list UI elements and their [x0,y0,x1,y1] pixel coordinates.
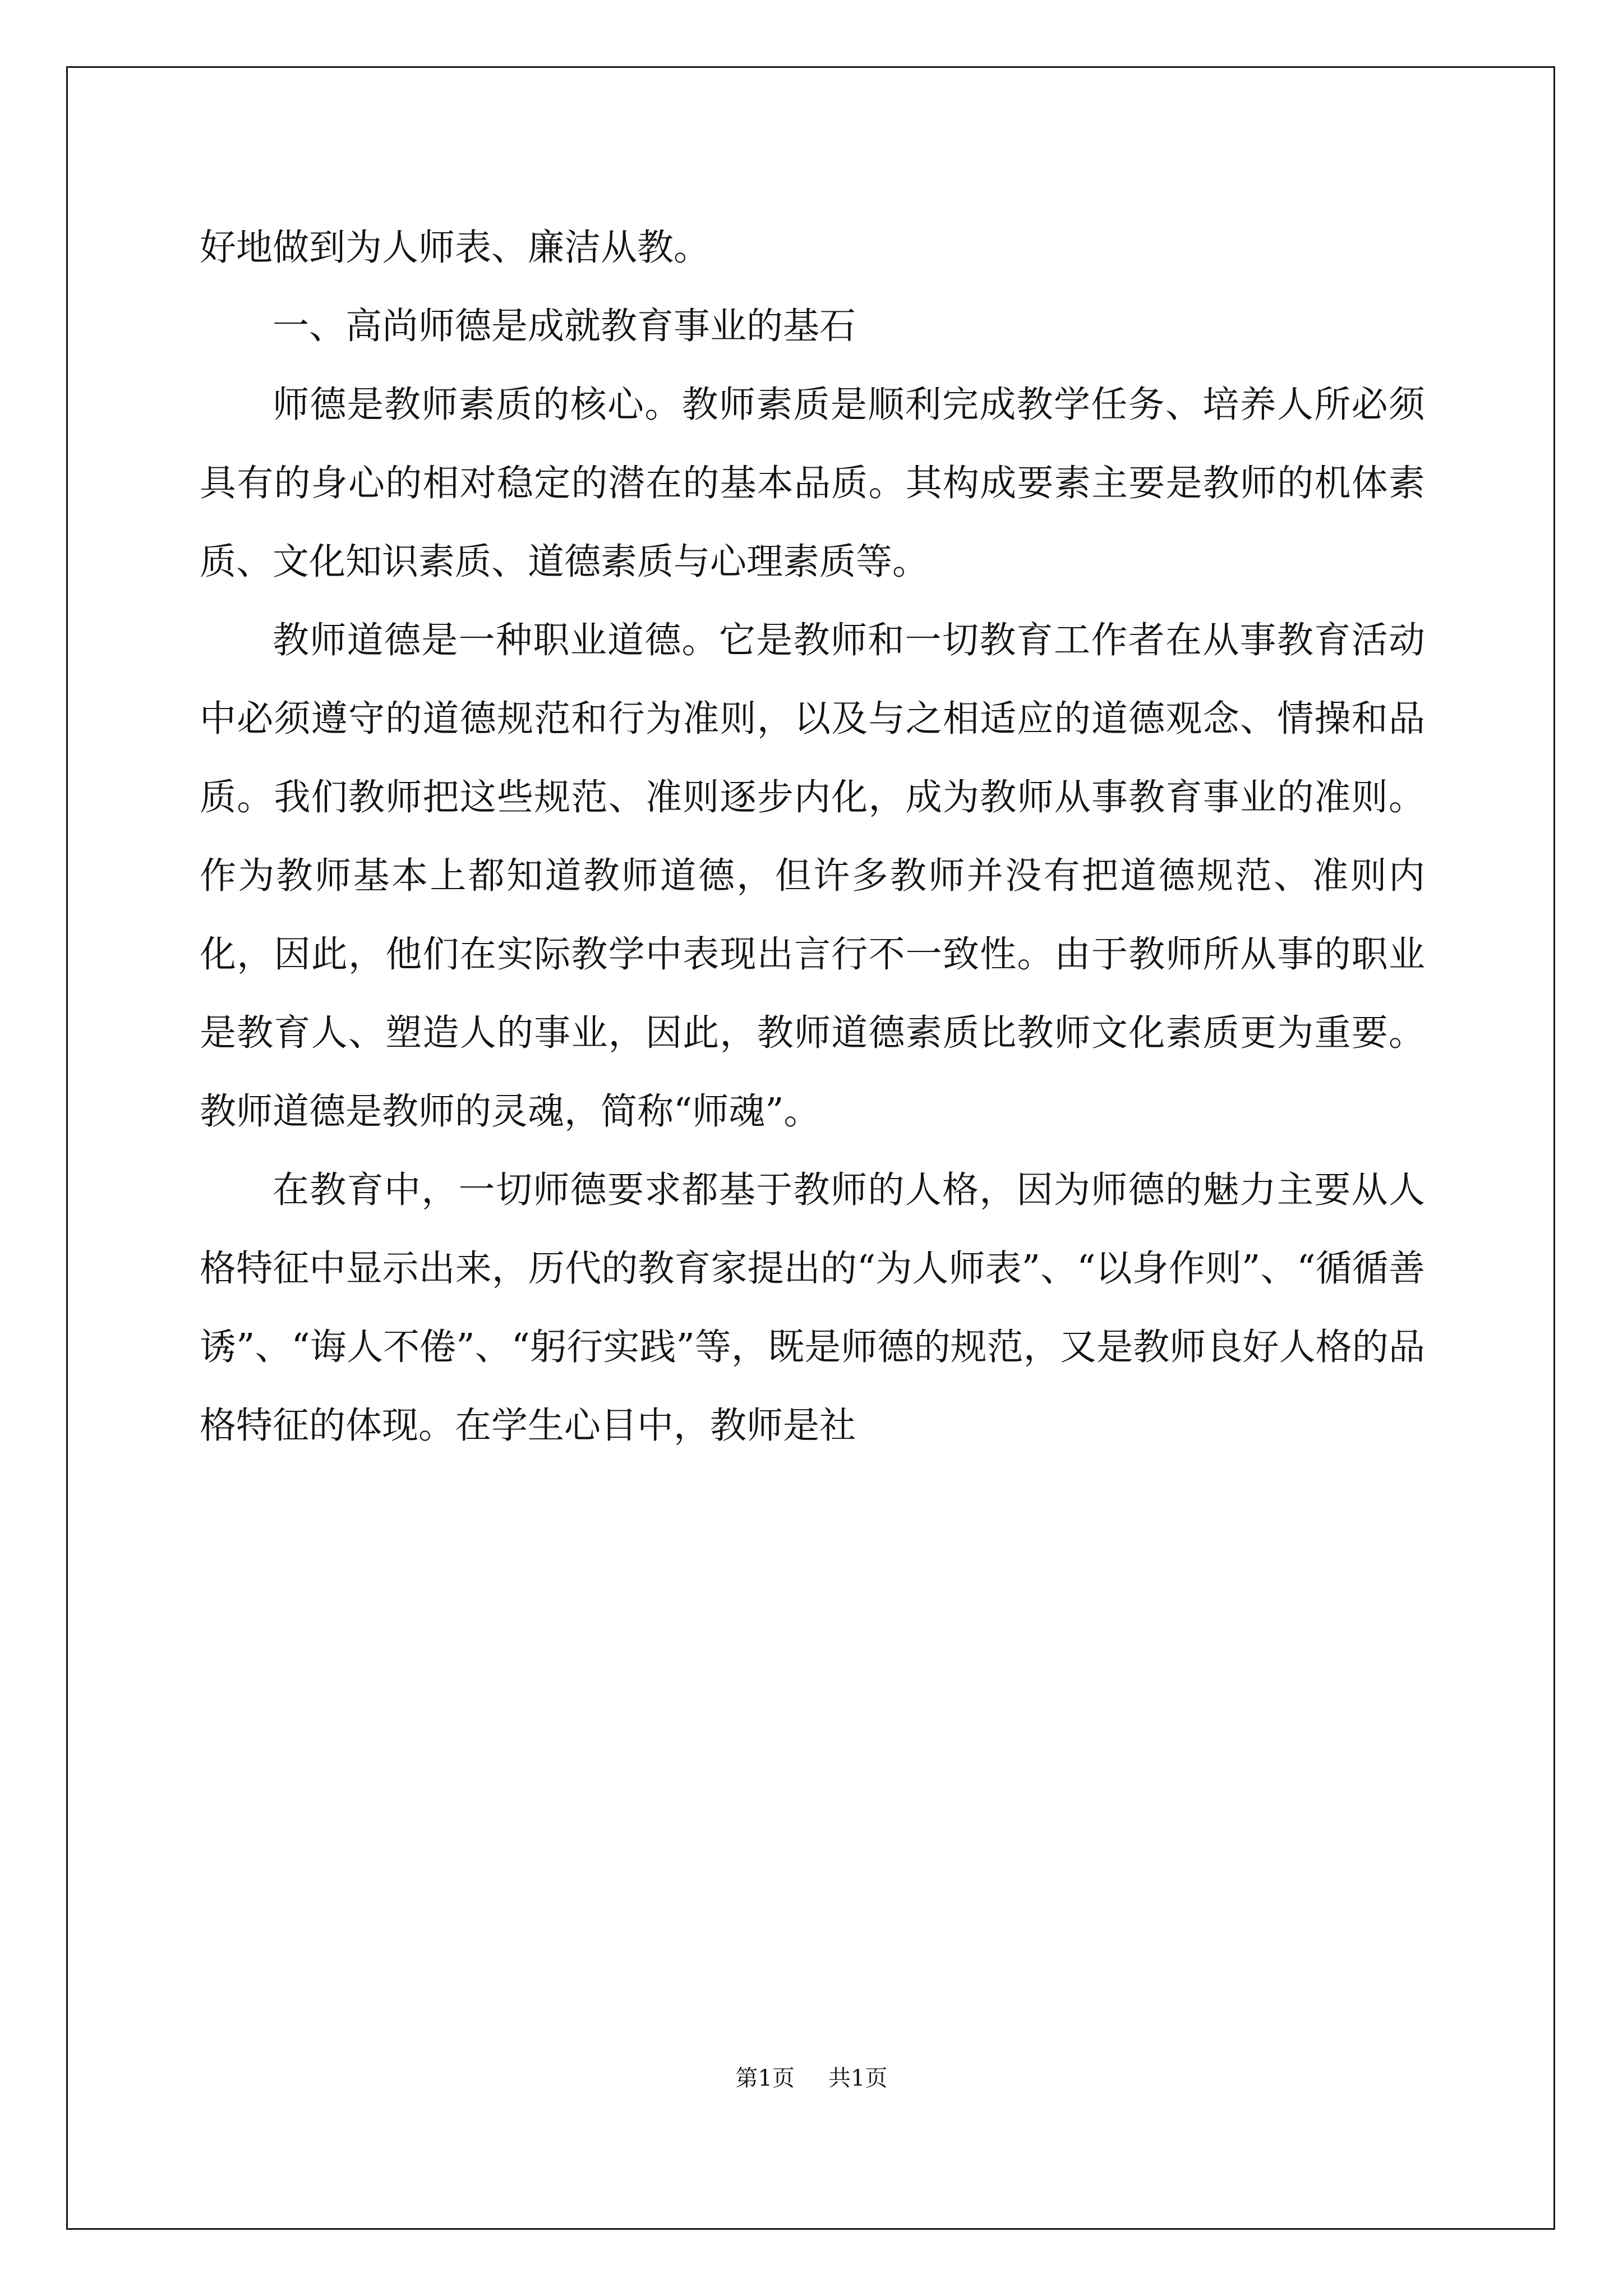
page-footer [0,2062,1623,2095]
page-total: 共1页 [828,2065,888,2091]
paragraph: 在教育中，一切师德要求都基于教师的人格，因为师德的魅力主要从人格特征中显示出来，历代的教育家提出的“为人师表”、“以身作则”、“循循善诱”、“诲人不倦”、“躬行实践”等，既是师德的规范，又是教师良好人格的品格特征的体现。在学生心目中，教师是社 [200,1169,1425,1447]
paragraph: 教师道德是一种职业道德。它是教师和一切教育工作者在从事教育活动中必须遵守的道德规范和行为准则，以及与之相适应的道德观念、情操和品质。我们教师把这些规范、准则逐步内化，成为教师从事教育事业的准则。作为教师基本上都知道教师道德，但许多教师并没有把道德规范、准则内化，因此，他们在实际教学中表现出言行不一致性。由于教师所从事的职业是教育人、塑造人的事业，因此，教师道德素质比教师文化素质更为重要。教师道德是教师的灵魂，简称“师魂”。 [200,619,1425,1133]
section-heading: 一、高尚师德是成就教育事业的基石 [273,305,856,347]
paragraph: 师德是教师素质的核心。教师素质是顺利完成教学任务、培养人所必须具有的身心的相对稳定的潜在的基本品质。其构成要素主要是教师的机体素质、文化知识素质、道德素质与心理素质等。 [200,384,1425,583]
page-number: 第1页 [735,2065,795,2091]
paragraph-continuation: 好地做到为人师表、廉洁从教。 [200,227,711,269]
document-body [200,209,1425,1465]
